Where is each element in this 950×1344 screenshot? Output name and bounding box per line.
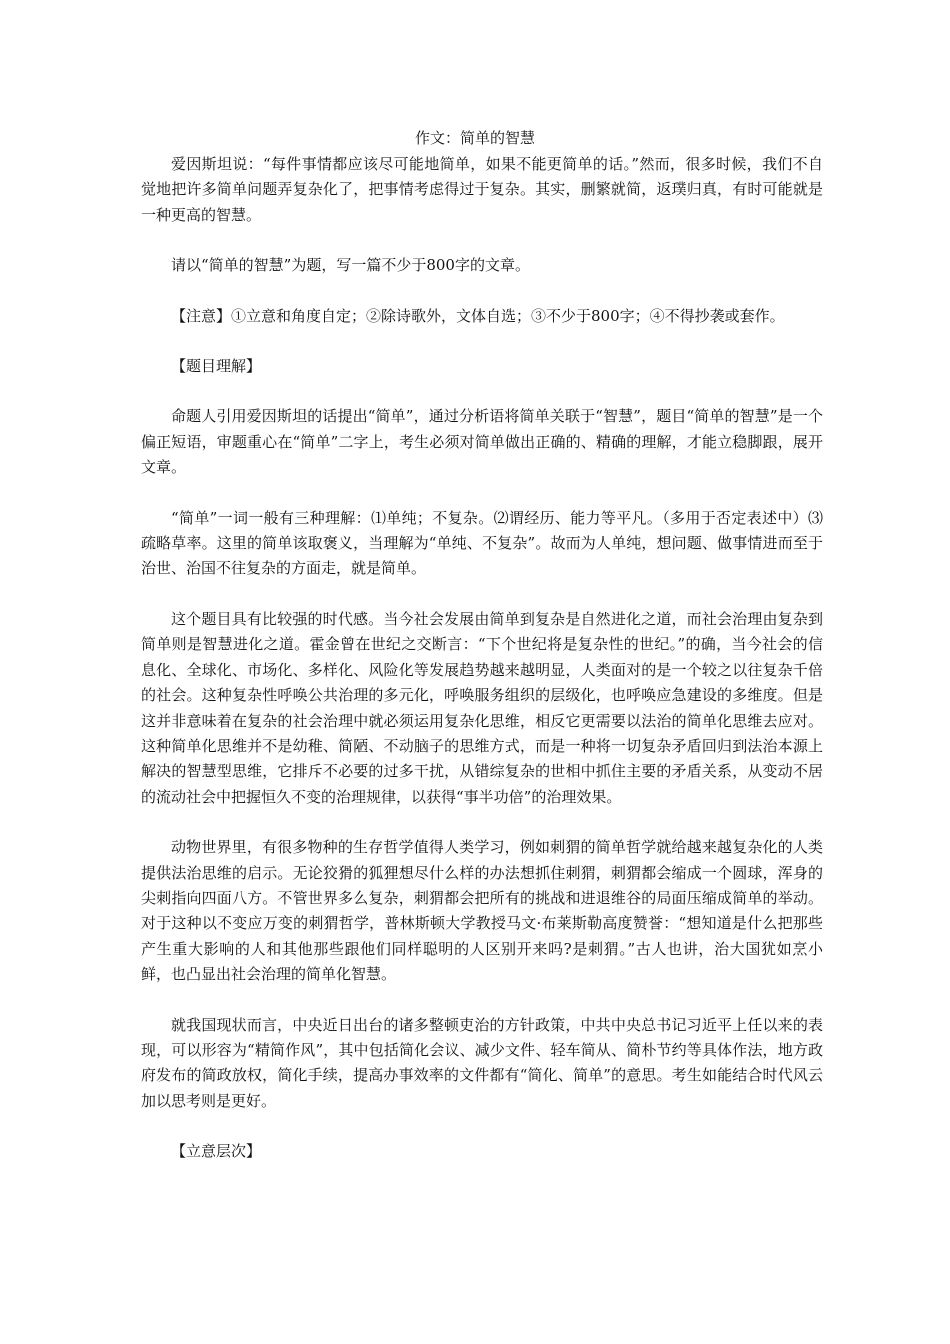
paragraph-notice: 【注意】①立意和角度自定；②除诗歌外，文体自选；③不少于800字；④不得抄袭或套作。 [171,306,785,325]
document-body [141,152,823,1190]
paragraph-prompt-task: 请以“简单的智慧”为题，写一篇不少于800字的文章。 [171,256,530,275]
section-heading-understanding: 【题目理解】 [171,357,262,376]
paragraph-understanding: 命题人引用爱因斯坦的话提出“简单”，通过分析语将简单关联于“智慧”，题目“简单的智慧”是一个偏正短语，审题重心在“简单”二字上，考生必须对简单做出正确的、精确的理解，才能立稳脚跟，展开文章。 [141,407,823,477]
document-title: 作文：简单的智慧 [414,129,535,147]
paragraph-hedgehog: 动物世界里，有很多物种的生存哲学值得人类学习，例如刺猬的简单哲学就给越来越复杂化的人类提供法治思维的启示。无论狡猾的狐狸想尽什么样的办法想抓住刺猬，刺猬都会缩成一个圆球，浑身的尖刺指向四面八方。不管世界多么复杂，刺猬都会把所有的挑战和进退维谷的局面压缩成简单的举动。对于这种以不变应万变的刺猬哲学，普林斯顿大学教授马文·布莱斯勒高度赞誉：“想知道是什么把那些产生重大影响的人和其他那些跟他们同样聪明的人区别开来吗?是刺猬。”古人也讲，治大国犹如烹小鲜，也凸显出社会治理的简单化智慧。 [141,838,823,984]
paragraph-era: 这个题目具有比较强的时代感。当今社会发展由简单到复杂是自然进化之道，而社会治理由复杂到简单则是智慧进化之道。霍金曾在世纪之交断言：“下个世纪将是复杂性的世纪。”的确，当今社会的信息化、全球化、市场化、多样化、风险化等发展趋势越来越明显，人类面对的是一个较之以往复杂千倍的社会。这种复杂性呼唤公共治理的多元化，呼唤服务组织的层级化，也呼唤应急建设的多维度。但是这并非意味着在复杂的社会治理中就必须运用复杂化思维，相反它更需要以法治的简单化思维去应对。这种简单化思维并不是幼稚、简陋、不动脑子的思维方式，而是一种将一切复杂矛盾回归到法治本源上解决的智慧型思维，它排斥不必要的过多干扰，从错综复杂的世相中抓住主要的矛盾关系，从变动不居的流动社会中把握恒久不变的治理规律，以获得“事半功倍”的治理效果。 [141,609,823,806]
section-heading-levels: 【立意层次】 [171,1142,262,1161]
paragraph-definitions: “简单”一词一般有三种理解：⑴单纯；不复杂。⑵谓经历、能力等平凡。（多用于否定表述中）⑶疏略草率。这里的简单该取褒义，当理解为“单纯、不复杂”。故而为人单纯，想问题、做事情进而至于治世、治国不往复杂的方面走，就是简单。 [141,508,823,578]
paragraph-prompt-quote: 爱因斯坦说：“每件事情都应该尽可能地简单，如果不能更简单的话。”然而，很多时候，我们不自觉地把许多简单问题弄复杂化了，把事情考虑得过于复杂。其实，删繁就简，返璞归真，有时可能就是一种更高的智慧。 [141,155,823,224]
paragraph-current-affairs: 就我国现状而言，中央近日出台的诸多整顿吏治的方针政策，中共中央总书记习近平上任以来的表现，可以形容为“精简作风”，其中包括简化会议、减少文件、轻车简从、简朴节约等具体作法，地方政府发布的简政放权，简化手续，提高办事效率的文件都有“简化、简单”的意思。考生如能结合时代风云加以思考则是更好。 [141,1015,823,1110]
